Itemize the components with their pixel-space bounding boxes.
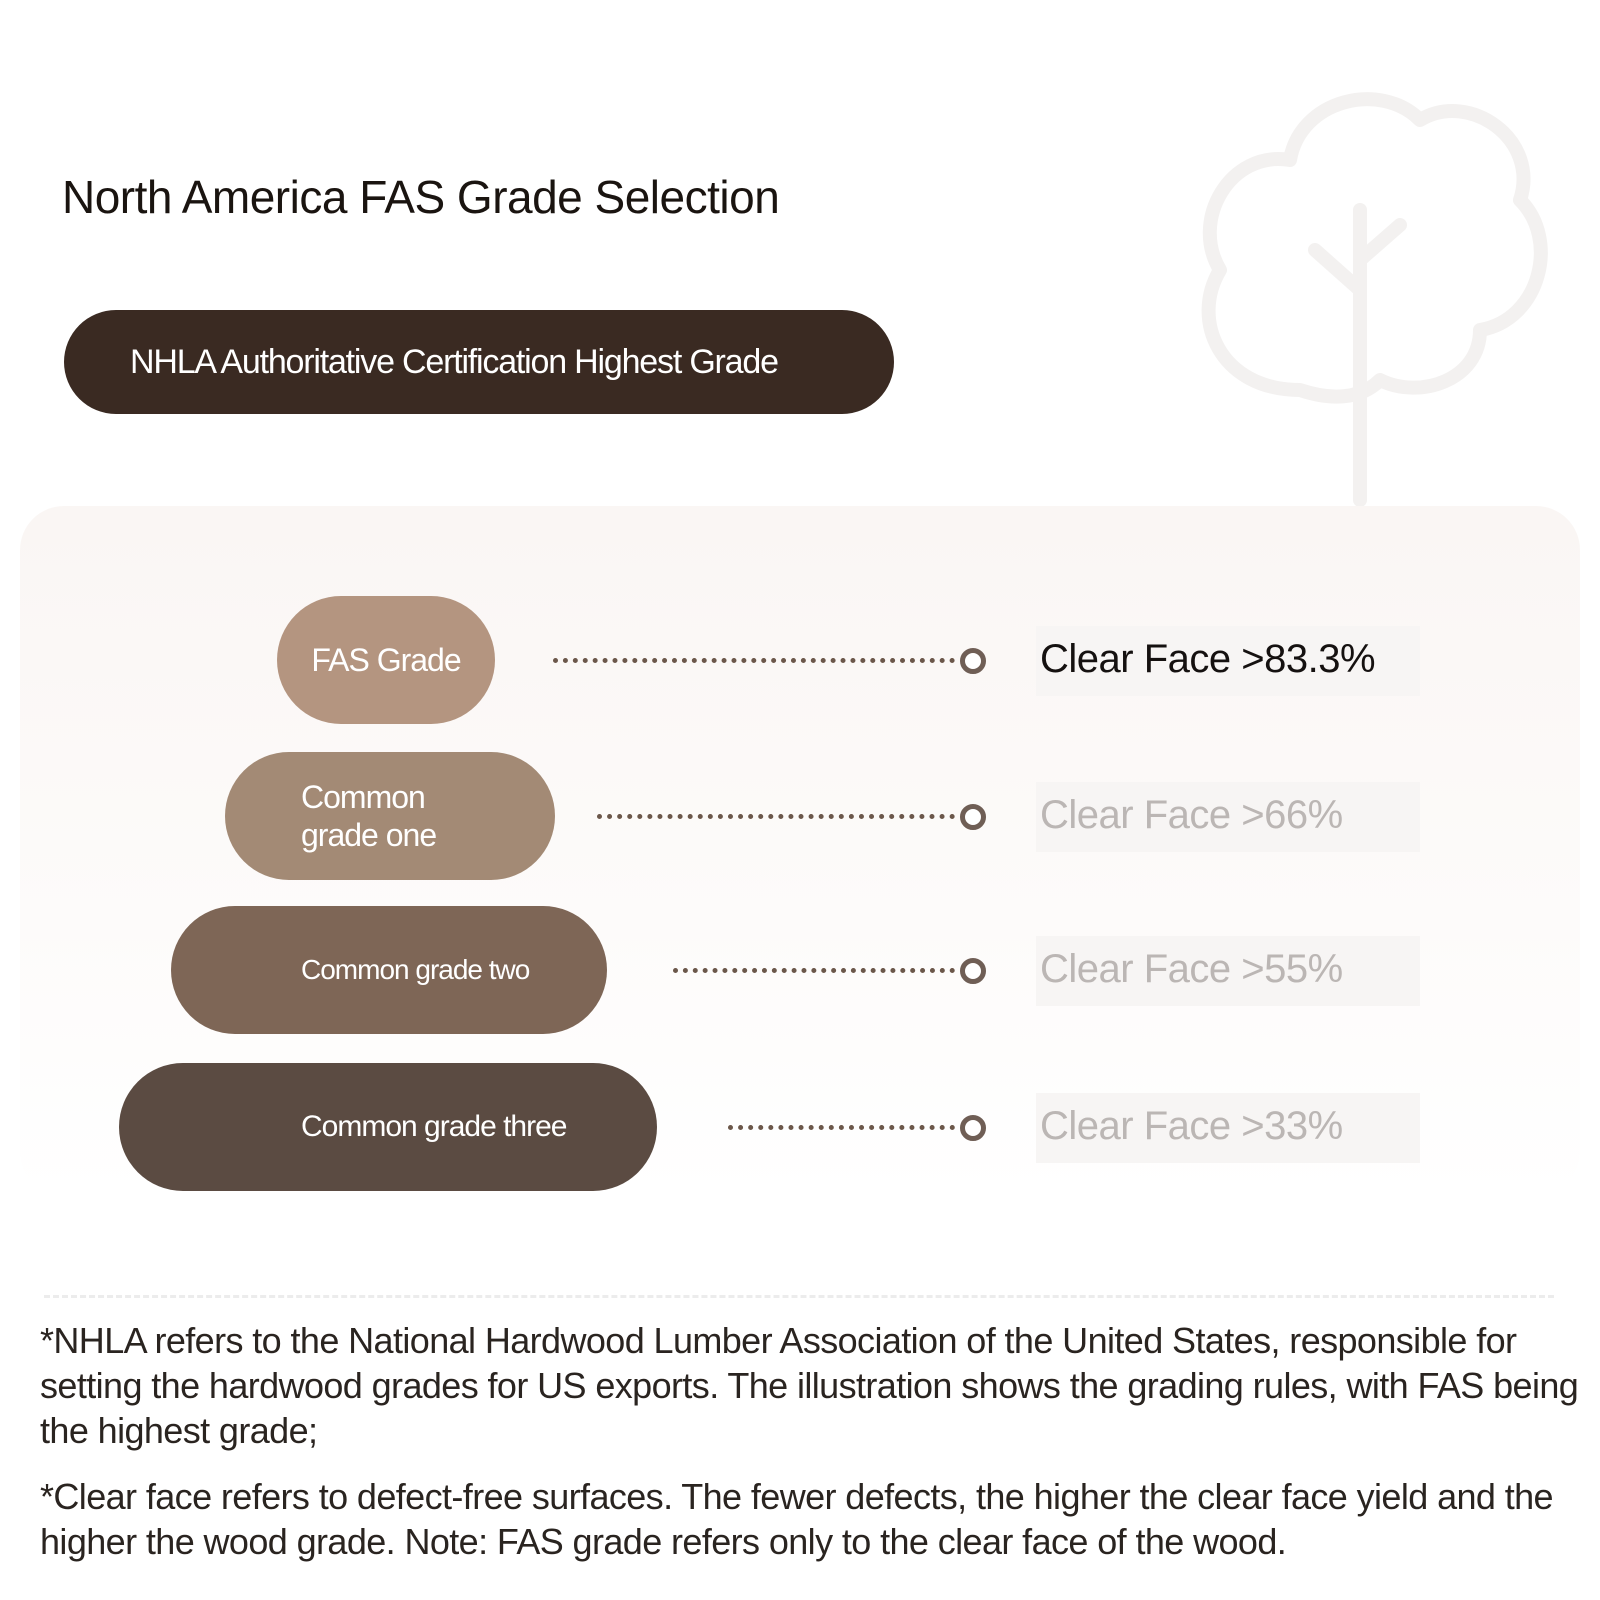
- divider: [44, 1295, 1554, 1298]
- connector-dots: [728, 1125, 955, 1130]
- grade-label: Common grade one: [301, 779, 437, 853]
- connector-dots: [673, 968, 955, 973]
- footnote-nhla: *NHLA refers to the National Hardwood Lumber Association of the United States, responsible for setting the hardwood grades for US exports. The illustration shows the grading rules, with FAS being the highest grade;: [40, 1320, 1579, 1451]
- clear-face-value-common-three: Clear Face >33%: [1040, 1104, 1343, 1148]
- grade-pill-common-one: [225, 752, 555, 880]
- ring-icon: [960, 648, 986, 674]
- clear-face-value-common-one: Clear Face >66%: [1040, 793, 1343, 837]
- page-title: North America FAS Grade Selection: [62, 171, 780, 223]
- ring-icon: [960, 804, 986, 830]
- clear-face-value-fas: Clear Face >83.3%: [1040, 637, 1376, 681]
- connector-dots: [597, 814, 955, 819]
- certification-badge: NHLA Authoritative Certification Highest Grade: [64, 310, 894, 414]
- grade-label: FAS Grade: [311, 641, 461, 678]
- connector-dots: [553, 658, 955, 663]
- tree-watermark-icon: [1180, 60, 1560, 520]
- grade-pill-fas: [277, 596, 495, 724]
- ring-icon: [960, 1115, 986, 1141]
- clear-face-value-common-two: Clear Face >55%: [1040, 947, 1343, 991]
- grade-pill-common-two: [171, 906, 607, 1034]
- ring-icon: [960, 958, 986, 984]
- grade-pill-common-three: [119, 1063, 657, 1191]
- grade-label: Common grade two: [301, 954, 530, 985]
- grade-label: Common grade three: [301, 1110, 567, 1143]
- footnote-clear-face: *Clear face refers to defect-free surfaces. The fewer defects, the higher the clear face yield and the higher the wood grade. Note: FAS grade refers only to the clear face of the wood.: [40, 1476, 1553, 1562]
